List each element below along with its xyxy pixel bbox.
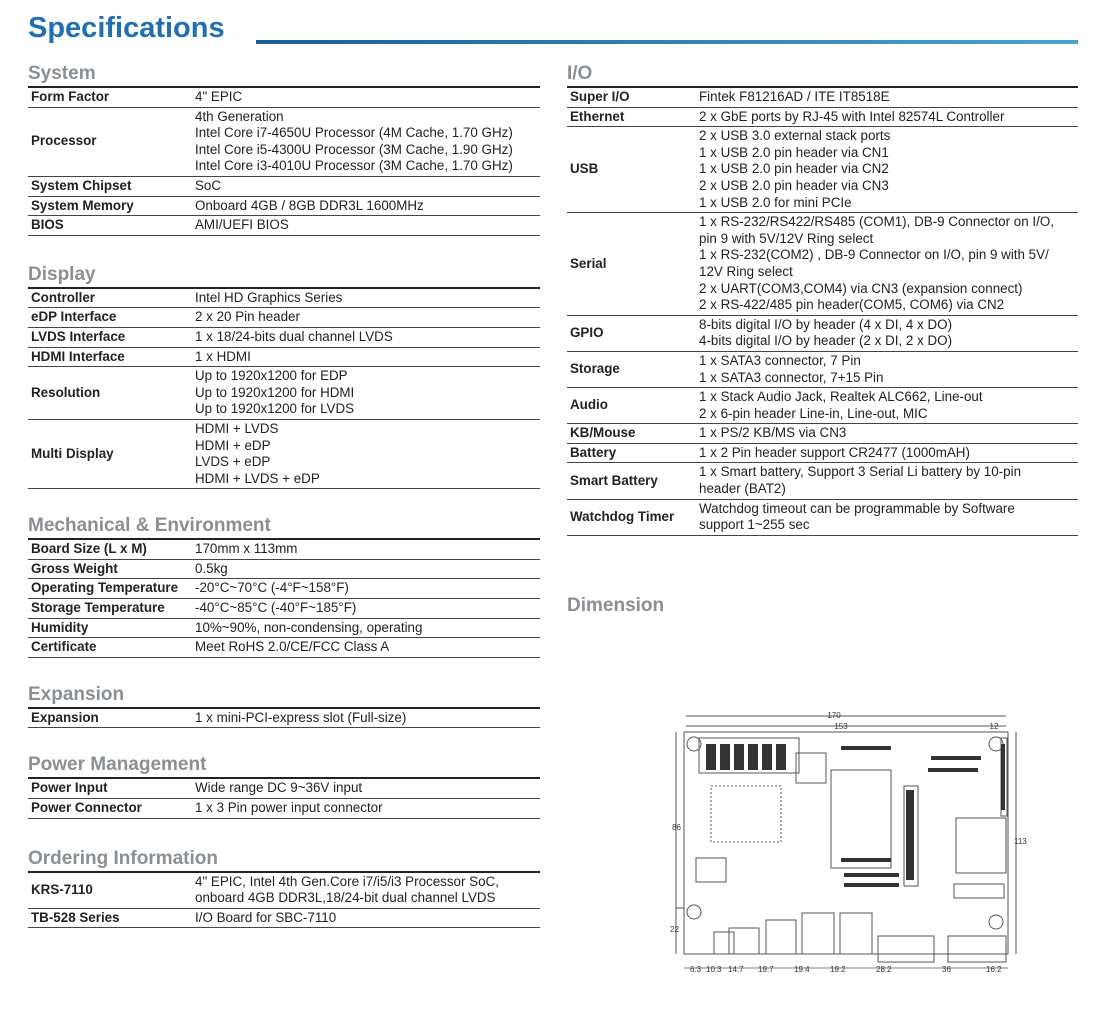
page-title: Specifications	[28, 12, 225, 44]
table-row	[567, 388, 1078, 424]
spec-value-line: HDMI + LVDS + eDP	[195, 470, 320, 486]
dim-label-22: 22	[670, 925, 679, 934]
title-rule	[256, 40, 1078, 44]
spec-label: Audio	[570, 397, 608, 413]
spec-value	[696, 127, 1078, 213]
spec-label: Board Size (L x M)	[31, 541, 147, 557]
table-row	[567, 87, 1078, 107]
table-row	[567, 351, 1078, 387]
spec-value-line: 1 x USB 2.0 for mini PCIe	[699, 194, 852, 210]
spec-value	[696, 499, 1078, 535]
spec-table	[28, 287, 540, 490]
spec-label: Gross Weight	[31, 560, 118, 576]
spec-value	[192, 308, 540, 328]
table-row	[567, 315, 1078, 351]
spec-value-line: 170mm x 113mm	[195, 541, 298, 557]
spec-value	[696, 424, 1078, 444]
spec-value	[192, 618, 540, 638]
spec-value-line: HDMI + eDP	[195, 437, 271, 453]
spec-label: Controller	[31, 289, 95, 305]
spec-value-line: 4-bits digital I/O by header (2 x DI, 2 x DO)	[699, 333, 953, 349]
dim-label-170: 170	[827, 711, 841, 720]
dim-label-6-3: 6.3	[690, 965, 702, 974]
table-row	[28, 419, 540, 488]
spec-value-line: 1 x Smart battery, Support 3 Serial Li battery by 10-pin	[699, 464, 1022, 480]
spec-value	[696, 463, 1078, 499]
spec-value-line: 2 x RS-422/485 pin header(COM5, COM6) via CN2	[699, 297, 1005, 313]
table-row	[28, 778, 540, 798]
spec-value	[696, 87, 1078, 107]
spec-value	[192, 216, 540, 236]
section-heading: Dimension	[567, 595, 665, 616]
spec-value-line: Intel HD Graphics Series	[195, 289, 343, 305]
spec-value	[192, 908, 540, 928]
spec-value-line: Up to 1920x1200 for EDP	[195, 368, 348, 384]
spec-value-line: Intel Core i5-4300U Processor (3M Cache, 1.90 GHz)	[195, 141, 513, 157]
section-heading: Ordering Information	[28, 847, 218, 869]
spec-value-line: Wide range DC 9~36V input	[195, 780, 363, 796]
section-mechanical-environment	[28, 514, 540, 658]
table-row	[567, 463, 1078, 499]
spec-value-line: 0.5kg	[195, 560, 228, 576]
dim-label-113: 113	[1014, 837, 1027, 846]
spec-value-line: 12V Ring select	[699, 263, 793, 279]
spec-value-line: 2 x 20 Pin header	[195, 309, 300, 325]
table-row	[567, 127, 1078, 213]
spec-value	[192, 778, 540, 798]
table-row	[28, 579, 540, 599]
table-row	[567, 499, 1078, 535]
spec-value-line: -20°C~70°C (-4°F~158°F)	[195, 580, 349, 596]
spec-value	[192, 288, 540, 308]
spec-value-line: Fintek F81216AD / ITE IT8518E	[699, 89, 890, 104]
table-row	[28, 196, 540, 216]
spec-value-line: 1 x SATA3 connector, 7 Pin	[699, 352, 861, 368]
table-row	[28, 539, 540, 559]
spec-label: Storage Temperature	[31, 600, 165, 616]
spec-value	[192, 87, 540, 107]
table-row	[28, 87, 540, 107]
spec-label: Storage	[570, 361, 620, 377]
spec-value	[192, 176, 540, 196]
spec-value-line: 1 x 2 Pin header support CR2477 (1000mAH)	[699, 444, 970, 460]
spec-label: Processor	[31, 133, 97, 149]
spec-value-line: 1 x 18/24-bits dual channel LVDS	[195, 328, 393, 344]
spec-label: Expansion	[31, 709, 99, 725]
table-row	[28, 872, 540, 909]
spec-value	[192, 559, 540, 579]
spec-value-line: 4" EPIC, Intel 4th Gen.Core i7/i5/i3 Processor SoC,	[195, 873, 499, 889]
spec-label: Smart Battery	[570, 472, 658, 488]
spec-value-line: 1 x RS-232(COM2) , DB-9 Connector on I/O, pin 9 with 5V/	[699, 247, 1049, 263]
table-row	[28, 216, 540, 236]
spec-value	[696, 351, 1078, 387]
spec-value	[192, 708, 540, 728]
spec-value-line: onboard 4GB DDR3L,18/24-bit dual channel LVDS	[195, 890, 496, 906]
spec-label: Serial	[570, 255, 607, 271]
spec-value-line: 1 x PS/2 KB/MS via CN3	[699, 425, 847, 441]
spec-label: System Chipset	[31, 177, 132, 193]
dim-label-16-2: 16.2	[986, 965, 1002, 974]
table-row	[567, 107, 1078, 127]
table-row	[28, 347, 540, 367]
spec-value	[192, 579, 540, 599]
spec-value-line: 8-bits digital I/O by header (4 x DI, 4 x DO)	[699, 316, 953, 332]
spec-label: System Memory	[31, 197, 134, 213]
spec-table	[28, 538, 540, 658]
dim-label-28-2: 28.2	[876, 965, 892, 974]
spec-table	[28, 86, 540, 236]
table-row	[28, 908, 540, 928]
table-row	[28, 367, 540, 420]
spec-value	[192, 638, 540, 658]
spec-value	[696, 315, 1078, 351]
section-ordering-information	[28, 847, 540, 929]
spec-label: Power Input	[31, 780, 108, 796]
spec-value-line: 2 x GbE ports by RJ-45 with Intel 82574L Controller	[699, 108, 1005, 124]
spec-label: Resolution	[31, 384, 101, 400]
dim-label-36: 36	[942, 965, 951, 974]
spec-value-line: 1 x Stack Audio Jack, Realtek ALC662, Line-out	[699, 389, 983, 405]
spec-value	[192, 367, 540, 420]
section-power-management	[28, 753, 540, 818]
spec-label: GPIO	[570, 325, 604, 341]
spec-value	[696, 388, 1078, 424]
dim-label-14-7: 14.7	[728, 965, 744, 974]
spec-table	[28, 871, 540, 929]
spec-label: Watchdog Timer	[570, 508, 675, 524]
section-heading: Mechanical & Environment	[28, 515, 271, 537]
board-drawing	[666, 708, 1028, 978]
spec-value-line: HDMI + LVDS	[195, 420, 279, 436]
spec-table	[28, 777, 540, 818]
spec-label: Power Connector	[31, 800, 142, 816]
table-row	[28, 288, 540, 308]
section-display	[28, 263, 540, 490]
spec-value	[192, 107, 540, 176]
section-expansion	[28, 683, 540, 729]
table-row	[28, 308, 540, 328]
table-row	[28, 618, 540, 638]
dim-label-86: 86	[672, 823, 681, 832]
spec-value-line: support 1~255 sec	[699, 517, 810, 533]
dim-label-19-2: 19.2	[830, 965, 846, 974]
spec-label: TB-528 Series	[31, 909, 120, 925]
spec-value	[192, 872, 540, 909]
right-column	[567, 62, 1078, 536]
spec-value	[696, 107, 1078, 127]
dim-label-19-4: 19.4	[794, 965, 810, 974]
spec-value-line: 1 x 3 Pin power input connector	[195, 800, 383, 816]
table-row	[28, 559, 540, 579]
spec-label: Form Factor	[31, 89, 110, 104]
spec-value-line: 1 x mini-PCI-express slot (Full-size)	[195, 709, 407, 725]
spec-value-line: 2 x USB 2.0 pin header via CN3	[699, 177, 889, 193]
dim-label-12: 12	[989, 722, 999, 731]
table-row	[567, 424, 1078, 444]
table-row	[28, 176, 540, 196]
spec-value-line: 2 x 6-pin header Line-in, Line-out, MIC	[699, 405, 928, 421]
table-row	[28, 599, 540, 619]
spec-value	[192, 419, 540, 488]
spec-label: Certificate	[31, 639, 97, 655]
spec-value-line: Up to 1920x1200 for LVDS	[195, 401, 355, 417]
table-row	[28, 708, 540, 728]
spec-value-line: Watchdog timeout can be programmable by Software	[699, 500, 1015, 516]
table-row	[28, 107, 540, 176]
spec-label: HDMI Interface	[31, 348, 125, 364]
spec-value-line: SoC	[195, 177, 222, 193]
spec-value-line: 1 x HDMI	[195, 348, 251, 364]
section-heading: Power Management	[28, 754, 207, 776]
spec-value	[192, 347, 540, 367]
section-system	[28, 62, 540, 236]
spec-value-line: 1 x USB 2.0 pin header via CN2	[699, 161, 889, 177]
spec-value-line: Onboard 4GB / 8GB DDR3L 1600MHz	[195, 197, 424, 213]
spec-label: LVDS Interface	[31, 328, 126, 344]
spec-value-line: header (BAT2)	[699, 481, 786, 497]
spec-label: Humidity	[31, 619, 89, 635]
spec-value	[192, 327, 540, 347]
spec-label: Operating Temperature	[31, 580, 179, 596]
spec-value	[192, 799, 540, 819]
dimension-drawing	[666, 708, 1028, 978]
spec-value	[696, 443, 1078, 463]
spec-value-line: 4th Generation	[195, 108, 284, 124]
spec-value-line: pin 9 with 5V/12V Ring select	[699, 230, 874, 246]
spec-value	[192, 599, 540, 619]
spec-value-line: I/O Board for SBC-7110	[195, 909, 337, 925]
spec-value-line: 10%~90%, non-condensing, operating	[195, 619, 423, 635]
section-heading: Display	[28, 263, 96, 285]
table-row	[567, 213, 1078, 316]
section-heading: I/O	[567, 63, 593, 84]
spec-value-line: Meet RoHS 2.0/CE/FCC Class A	[195, 639, 390, 655]
left-column	[28, 62, 540, 928]
spec-label: KRS-7110	[31, 881, 93, 897]
dim-label-10-3: 10.3	[706, 965, 722, 974]
spec-value	[696, 213, 1078, 316]
spec-value	[192, 196, 540, 216]
spec-value-line: 4" EPIC	[195, 89, 243, 104]
spec-value-line: AMI/UEFI BIOS	[195, 217, 289, 233]
spec-label: KB/Mouse	[570, 425, 636, 441]
spec-label: Multi Display	[31, 445, 114, 461]
spec-label: Super I/O	[570, 89, 630, 104]
dim-label-19-7: 19.7	[758, 965, 774, 974]
spec-value-line: 1 x SATA3 connector, 7+15 Pin	[699, 369, 884, 385]
spec-value-line: 2 x USB 3.0 external stack ports	[699, 128, 891, 144]
spec-value-line: LVDS + eDP	[195, 454, 271, 470]
spec-label: Ethernet	[570, 108, 625, 124]
spec-value-line: Up to 1920x1200 for HDMI	[195, 384, 355, 400]
table-row	[28, 327, 540, 347]
spec-value-line: Intel Core i3-4010U Processor (3M Cache, 1.70 GHz)	[195, 158, 513, 174]
spec-label: eDP Interface	[31, 309, 117, 325]
spec-value	[192, 539, 540, 559]
spec-value-line: 1 x USB 2.0 pin header via CN1	[699, 144, 889, 160]
spec-label: Battery	[570, 444, 617, 460]
section-heading: System	[28, 63, 96, 84]
table-row	[567, 443, 1078, 463]
spec-label: BIOS	[31, 217, 64, 233]
spec-table	[28, 707, 540, 729]
table-row	[28, 638, 540, 658]
spec-value-line: Intel Core i7-4650U Processor (4M Cache, 1.70 GHz)	[195, 125, 513, 141]
spec-table	[567, 86, 1078, 536]
spec-label: USB	[570, 161, 599, 177]
table-row	[28, 799, 540, 819]
section-i-o	[567, 62, 1078, 536]
spec-value-line: 2 x UART(COM3,COM4) via CN3 (expansion connect)	[699, 280, 1023, 296]
dim-label-153: 153	[834, 722, 848, 731]
dimension-section	[567, 594, 867, 618]
section-heading: Expansion	[28, 683, 125, 705]
spec-value-line: -40°C~85°C (-40°F~185°F)	[195, 600, 357, 616]
spec-value-line: 1 x RS-232/RS422/RS485 (COM1), DB-9 Connector on I/O,	[699, 214, 1055, 230]
